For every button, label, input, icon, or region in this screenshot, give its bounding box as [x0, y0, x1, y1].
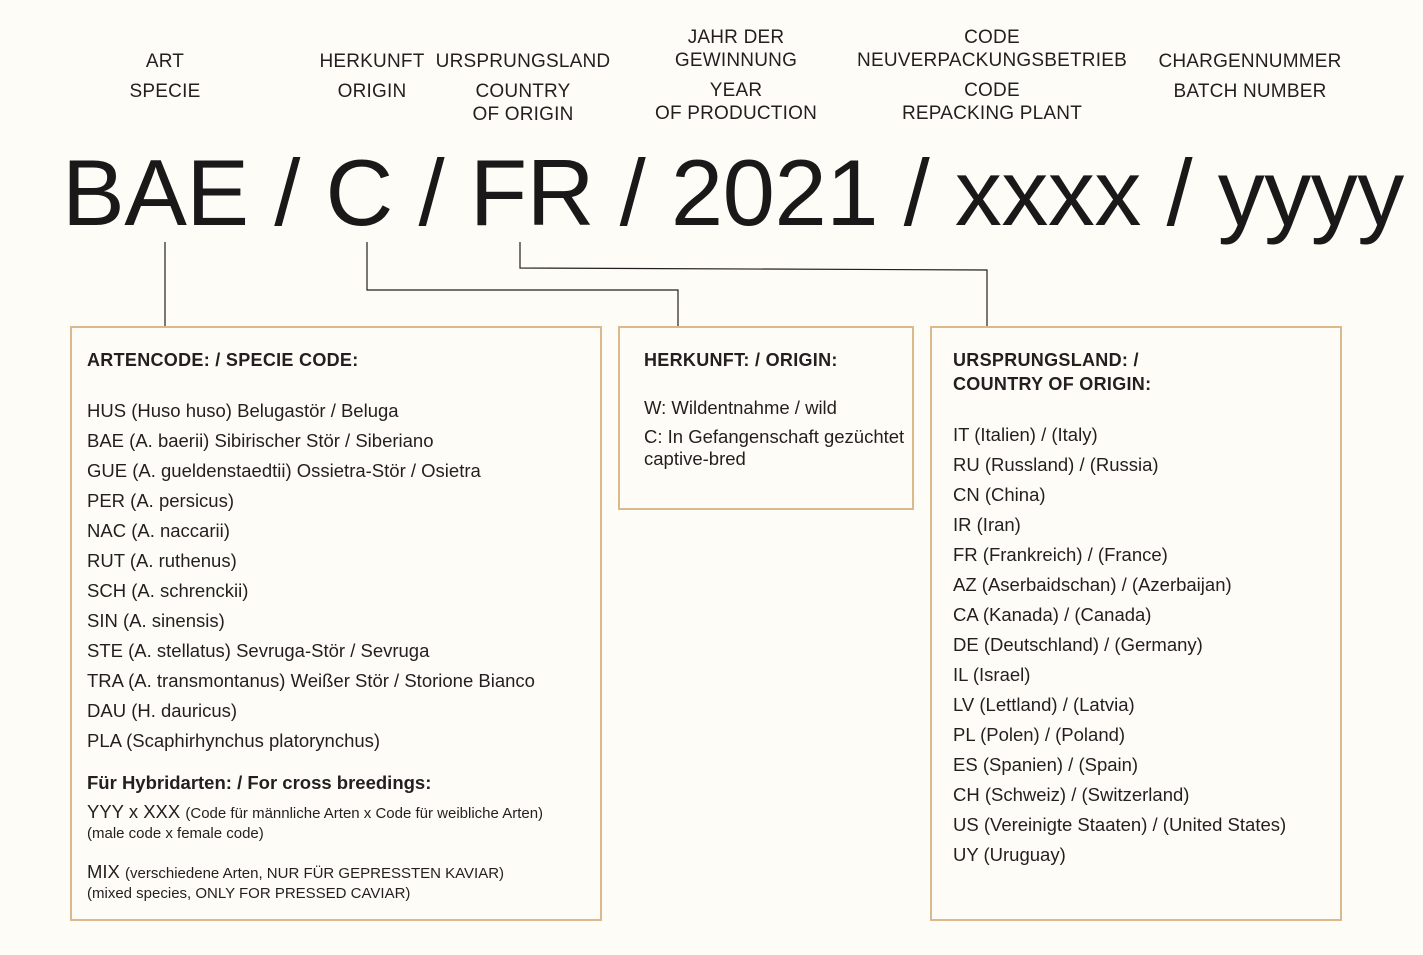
- list-item: NAC (A. naccarii): [87, 520, 230, 541]
- connector-origin: [367, 242, 678, 327]
- hybrid-mix-en: (mixed species, ONLY FOR PRESSED CAVIAR): [87, 885, 411, 902]
- hybrid-mix: [87, 862, 600, 904]
- code-separator: /: [392, 140, 470, 245]
- list-item: TRA (A. transmontanus) Weißer Stör / Storione Bianco: [87, 670, 535, 691]
- header-batch-en: BATCH NUMBER: [1173, 81, 1327, 102]
- list-item: IT (Italien) / (Italy): [953, 424, 1098, 445]
- header-year-en-2: OF PRODUCTION: [655, 103, 817, 124]
- header-year-en-1: YEAR: [709, 80, 763, 101]
- country-box-title-de: URSPRUNGSLAND: /: [953, 350, 1139, 370]
- list-item: PLA (Scaphirhynchus platorynchus): [87, 730, 381, 751]
- hybrid-mix-desc: (verschiedene Arten, NUR FÜR GEPRESSTEN KAVIAR): [125, 865, 505, 882]
- header-country-de: URSPRUNGSLAND: [435, 51, 611, 72]
- origin-wild: W: Wildentnahme / wild: [644, 397, 837, 418]
- list-item: PL (Polen) / (Poland): [953, 724, 1126, 745]
- hybrid-cross: [87, 802, 600, 844]
- header-plant-de-2: NEUVERPACKUNGSBETRIEB: [857, 50, 1127, 71]
- header-year-de-2: GEWINNUNG: [674, 50, 798, 71]
- list-item: STE (A. stellatus) Sevruga-Stör / Sevruga: [87, 640, 430, 661]
- code-year-suffix: 21: [774, 140, 878, 245]
- header-plant-en-2: REPACKING PLANT: [901, 103, 1083, 124]
- hybrid-mix-code: MIX: [87, 861, 120, 882]
- code-separator: /: [878, 140, 955, 245]
- list-item: BAE (A. baerii) Sibirischer Stör / Siberiano: [87, 430, 434, 451]
- code-country: FR: [469, 140, 595, 245]
- list-item: ES (Spanien) / (Spain): [953, 754, 1139, 775]
- list-item: AZ (Aserbaidschan) / (Azerbaijan): [953, 574, 1232, 595]
- list-item: CN (China): [953, 484, 1046, 505]
- hybrid-cross-en: (male code x female code): [87, 825, 264, 842]
- country-box-title: [953, 348, 1340, 396]
- country-list: [953, 420, 1340, 870]
- list-item: DAU (H. dauricus): [87, 700, 238, 721]
- origin-captive-en: captive-bred: [644, 448, 746, 469]
- hybrid-cross-code: YYY x XXX: [87, 801, 181, 822]
- code-plant: xxxx: [954, 140, 1141, 245]
- code-separator: /: [248, 140, 326, 245]
- list-item: UY (Uruguay): [953, 844, 1066, 865]
- list-item: RU (Russland) / (Russia): [953, 454, 1159, 475]
- hybrid-title: Für Hybridarten: / For cross breedings:: [87, 772, 432, 793]
- header-country-en-2: OF ORIGIN: [472, 104, 574, 125]
- country-box: [930, 326, 1342, 921]
- code-batch: yyyy: [1217, 140, 1404, 245]
- list-item: IL (Israel): [953, 664, 1031, 685]
- header-country-en-1: COUNTRY: [475, 81, 571, 102]
- list-item: FR (Frankreich) / (France): [953, 544, 1168, 565]
- species-list: [87, 396, 600, 756]
- origin-items: [644, 396, 912, 470]
- origin-box: [618, 326, 914, 510]
- code-origin: C: [325, 140, 393, 245]
- origin-captive: [644, 426, 912, 470]
- origin-captive-de: C: In Gefangenschaft gezüchtet: [644, 426, 905, 447]
- list-item: GUE (A. gueldenstaedtii) Ossietra-Stör / Osietra: [87, 460, 481, 481]
- country-box-title-en: COUNTRY OF ORIGIN:: [953, 374, 1152, 394]
- list-item: LV (Lettland) / (Latvia): [953, 694, 1135, 715]
- header-plant-de-1: CODE: [964, 27, 1020, 48]
- header-batch-de: CHARGENNUMMER: [1158, 51, 1342, 72]
- species-box-title: ARTENCODE: / SPECIE CODE:: [87, 350, 359, 370]
- header-origin-en: ORIGIN: [337, 81, 407, 102]
- list-item: SCH (A. schrenckii): [87, 580, 249, 601]
- list-item: SIN (A. sinensis): [87, 610, 225, 631]
- list-item: PER (A. persicus): [87, 490, 235, 511]
- list-item: RUT (A. ruthenus): [87, 550, 237, 571]
- list-item: CH (Schweiz) / (Switzerland): [953, 784, 1190, 805]
- header-specie-de: ART: [145, 51, 185, 72]
- code-separator: /: [1140, 140, 1218, 245]
- list-item: CA (Kanada) / (Canada): [953, 604, 1152, 625]
- origin-box-title: HERKUNFT: / ORIGIN:: [644, 350, 838, 370]
- header-origin-de: HERKUNFT: [319, 51, 425, 72]
- code-year-prefix: 20: [670, 140, 775, 245]
- code-separator: /: [594, 140, 671, 245]
- hybrid-cross-desc: (Code für männliche Arten x Code für weibliche Arten): [185, 805, 544, 822]
- header-specie-en: SPECIE: [129, 81, 201, 102]
- list-item: US (Vereinigte Staaten) / (United States): [953, 814, 1287, 835]
- header-year-de-1: JAHR DER: [687, 27, 785, 48]
- connector-country: [520, 242, 987, 327]
- list-item: IR (Iran): [953, 514, 1021, 535]
- list-item: DE (Deutschland) / (Germany): [953, 634, 1203, 655]
- code-species: BAE: [62, 140, 249, 245]
- species-code-box: [70, 326, 602, 921]
- header-plant-en-1: CODE: [964, 80, 1020, 101]
- list-item: HUS (Huso huso) Belugastör / Beluga: [87, 400, 399, 421]
